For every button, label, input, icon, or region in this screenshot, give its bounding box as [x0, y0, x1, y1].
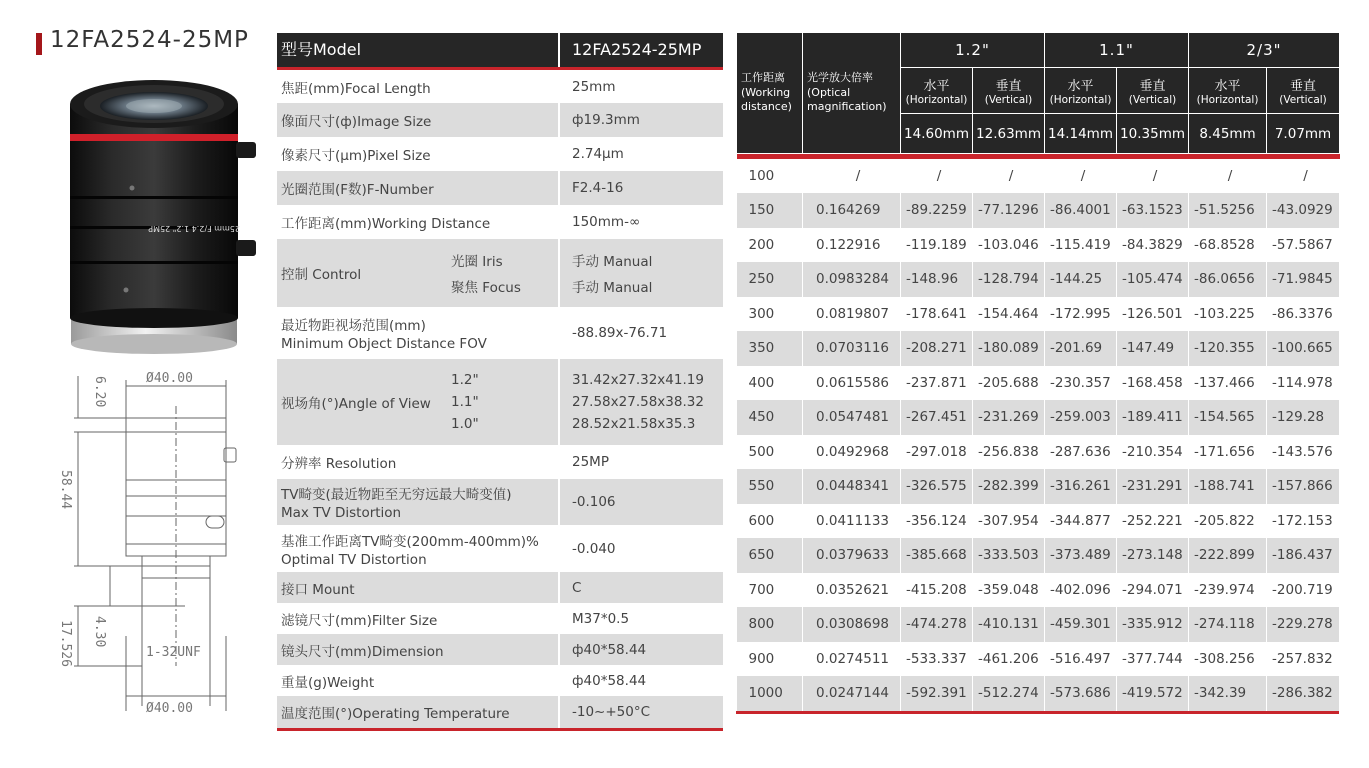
- fov-cell: -148.96: [901, 262, 973, 297]
- table-row: [737, 400, 1340, 435]
- spec-value: -0.106: [572, 494, 616, 510]
- spec-value: [560, 359, 723, 445]
- distance-cell: 800: [737, 607, 803, 642]
- fov-cell: /: [1189, 159, 1267, 194]
- magnification-cell: 0.0819807: [803, 297, 901, 332]
- spec-header-value: 12FA2524-25MP: [572, 40, 702, 59]
- dim-620: 6.20: [92, 376, 107, 408]
- fov-cell: /: [973, 159, 1045, 194]
- spec-row-control: [277, 239, 723, 307]
- vertical-header: [1267, 68, 1340, 114]
- format-header: 1.1": [1045, 33, 1189, 68]
- fov-cell: -377.744: [1117, 642, 1189, 677]
- spec-label: [277, 525, 560, 572]
- col-header-distance: 工作距离 (Working distance): [737, 33, 803, 154]
- spec-value: 25mm: [572, 78, 616, 95]
- table-row: [737, 366, 1340, 401]
- dim-5844: 58.44: [58, 470, 73, 510]
- fov-cell: -57.5867: [1267, 228, 1340, 263]
- product-title: 12FA2524-25MP: [50, 27, 249, 53]
- distance-cell: 250: [737, 262, 803, 297]
- spec-value: -0.040: [572, 540, 616, 557]
- spec-row-image-size: [277, 103, 723, 137]
- spec-label: 像素尺寸(μm)Pixel Size: [277, 137, 560, 171]
- max-tv-label-cn: TV畸变(最近物距至无穷远最大畸变值): [281, 487, 512, 503]
- horizontal-label-cn: 水平: [1067, 79, 1094, 94]
- fov-cell: -252.221: [1117, 504, 1189, 539]
- fov-cell: -461.206: [973, 642, 1045, 677]
- fov-cell: -172.153: [1267, 504, 1340, 539]
- focus-label: 聚焦 Focus: [451, 280, 521, 296]
- distance-cell: 600: [737, 504, 803, 539]
- sensor-size-value: 14.60mm: [901, 114, 973, 154]
- vertical-label-cn: 垂直: [1139, 79, 1166, 94]
- fov-cell: -137.466: [1189, 366, 1267, 401]
- table-row: [737, 262, 1340, 297]
- spec-row-min-fov: [277, 307, 723, 359]
- data-bottom-accent: [736, 711, 1339, 714]
- sensor-size-value: 7.07mm: [1267, 114, 1340, 154]
- fov-cell: -200.719: [1267, 573, 1340, 608]
- magnification-cell: /: [803, 159, 901, 194]
- fov-cell: -415.208: [901, 573, 973, 608]
- distance-cell: 150: [737, 193, 803, 228]
- fov-cell: -326.575: [901, 469, 973, 504]
- fov-cell: -103.225: [1189, 297, 1267, 332]
- vertical-label-en: (Vertical): [984, 94, 1033, 106]
- spec-row-filter-size: [277, 603, 723, 634]
- fov-cell: -147.49: [1117, 331, 1189, 366]
- optimal-tv-label-en: Optimal TV Distortion: [281, 551, 427, 568]
- spec-row-temperature: [277, 696, 723, 728]
- fov-cell: -105.474: [1117, 262, 1189, 297]
- fov-cell: -373.489: [1045, 538, 1117, 573]
- magnification-cell: 0.0274511: [803, 642, 901, 677]
- fov-cell: -316.261: [1045, 469, 1117, 504]
- fov-cell: -71.9845: [1267, 262, 1340, 297]
- table-row: [737, 676, 1340, 711]
- fov-cell: -180.089: [973, 331, 1045, 366]
- fov-cell: -103.046: [973, 228, 1045, 263]
- fov-cell: -144.25: [1045, 262, 1117, 297]
- fov-cell: -230.357: [1045, 366, 1117, 401]
- fov-cell: /: [1045, 159, 1117, 194]
- fov-cell: -178.641: [901, 297, 973, 332]
- fov-cell: -154.565: [1189, 400, 1267, 435]
- spec-value: -88.89x-76.71: [572, 325, 668, 341]
- iris-value: 手动 Manual: [572, 254, 653, 270]
- sensor-size-value: 12.63mm: [973, 114, 1045, 154]
- dim-430: 4.30: [92, 616, 107, 648]
- distance-cell: 550: [737, 469, 803, 504]
- col-header-magnification: 光学放大倍率 (Optical magnification): [803, 33, 901, 154]
- spec-row-angle-of-view: [277, 359, 723, 445]
- spec-value: 150mm-∞: [572, 214, 641, 230]
- fov-cell: -231.269: [973, 400, 1045, 435]
- magnification-cell: 0.164269: [803, 193, 901, 228]
- dim-top-diameter: Ø40.00: [146, 371, 193, 386]
- fov-cell: -573.686: [1045, 676, 1117, 711]
- fov-data-body: [737, 159, 1340, 711]
- magnification-cell: 0.0492968: [803, 435, 901, 470]
- fov-cell: -210.354: [1117, 435, 1189, 470]
- aov-format: 1.1": [451, 394, 479, 410]
- magnification-cell: 0.0247144: [803, 676, 901, 711]
- fov-cell: -186.437: [1267, 538, 1340, 573]
- table-row: [737, 469, 1340, 504]
- fov-cell: -459.301: [1045, 607, 1117, 642]
- vertical-header: [1117, 68, 1189, 114]
- fov-cell: -287.636: [1045, 435, 1117, 470]
- fov-cell: -307.954: [973, 504, 1045, 539]
- horizontal-label-cn: 水平: [1214, 79, 1241, 94]
- spec-label: [277, 479, 560, 525]
- spec-value: 25MP: [572, 454, 609, 470]
- sensor-size-value: 10.35mm: [1117, 114, 1189, 154]
- spec-header: [277, 33, 723, 67]
- aov-format: 1.0": [451, 416, 479, 432]
- spec-label: 分辨率 Resolution: [277, 445, 560, 479]
- fov-cell: -356.124: [901, 504, 973, 539]
- fov-cell: -77.1296: [973, 193, 1045, 228]
- fov-cell: -126.501: [1117, 297, 1189, 332]
- distance-cell: 300: [737, 297, 803, 332]
- spec-label: 光圈范围(F数)F-Number: [277, 171, 560, 205]
- format-header: 2/3": [1189, 33, 1340, 68]
- distance-cell: 400: [737, 366, 803, 401]
- table-row: [737, 642, 1340, 677]
- fov-cell: -189.411: [1117, 400, 1189, 435]
- spec-value: -10~+50°C: [572, 704, 651, 720]
- spec-row-weight: [277, 665, 723, 696]
- focus-value: 手动 Manual: [572, 280, 653, 296]
- horizontal-label-en: (Horizontal): [1049, 94, 1112, 106]
- spec-row-resolution: [277, 445, 723, 479]
- spec-row-f-number: [277, 171, 723, 205]
- optimal-tv-label-cn: 基准工作距离TV畸变(200mm-400mm)%: [281, 533, 539, 550]
- fov-cell: -294.071: [1117, 573, 1189, 608]
- fov-cell: -256.838: [973, 435, 1045, 470]
- fov-cell: -592.391: [901, 676, 973, 711]
- spec-value: [560, 239, 723, 307]
- fov-cell: -171.656: [1189, 435, 1267, 470]
- magnification-cell: 0.0411133: [803, 504, 901, 539]
- spec-row-optimal-tv: [277, 525, 723, 572]
- fov-cell: /: [901, 159, 973, 194]
- distance-cell: 700: [737, 573, 803, 608]
- dim-17526: 17.526: [58, 620, 73, 667]
- fov-cell: -231.291: [1117, 469, 1189, 504]
- fov-cell: -128.794: [973, 262, 1045, 297]
- max-tv-label-en: Max TV Distortion: [281, 505, 402, 521]
- spec-header-label: 型号Model: [277, 33, 560, 67]
- spec-label: 像面尺寸(ф)Image Size: [277, 103, 560, 137]
- fov-cell: -274.118: [1189, 607, 1267, 642]
- fov-cell: /: [1117, 159, 1189, 194]
- spec-label: [277, 239, 560, 307]
- fov-cell: -172.995: [1045, 297, 1117, 332]
- fov-cell: -86.3376: [1267, 297, 1340, 332]
- fov-cell: -342.39: [1189, 676, 1267, 711]
- fov-cell: -344.877: [1045, 504, 1117, 539]
- table-row: [737, 193, 1340, 228]
- fov-cell: -168.458: [1117, 366, 1189, 401]
- fov-cell: -120.355: [1189, 331, 1267, 366]
- spec-label: 温度范围(°)Operating Temperature: [277, 696, 560, 728]
- sensor-size-value: 8.45mm: [1189, 114, 1267, 154]
- spec-table: [277, 33, 723, 731]
- table-row: [737, 538, 1340, 573]
- fov-cell: -86.0656: [1189, 262, 1267, 297]
- fov-cell: -114.978: [1267, 366, 1340, 401]
- spec-row-pixel-size: [277, 137, 723, 171]
- spec-value: 2.74μm: [572, 146, 624, 162]
- iris-label: 光圈 Iris: [451, 254, 503, 270]
- vertical-label-cn: 垂直: [1290, 79, 1317, 94]
- fov-cell: -419.572: [1117, 676, 1189, 711]
- table-row: [737, 573, 1340, 608]
- distance-cell: 1000: [737, 676, 803, 711]
- fov-cell: -154.464: [973, 297, 1045, 332]
- fov-cell: -516.497: [1045, 642, 1117, 677]
- fov-cell: -239.974: [1189, 573, 1267, 608]
- dim-bottom-diameter: Ø40.00: [146, 701, 193, 716]
- fov-cell: -86.4001: [1045, 193, 1117, 228]
- horizontal-header: [901, 68, 973, 114]
- horizontal-header: [1045, 68, 1117, 114]
- lens-photo: [60, 76, 260, 360]
- magnification-cell: 0.122916: [803, 228, 901, 263]
- fov-cell: -259.003: [1045, 400, 1117, 435]
- horizontal-header: [1189, 68, 1267, 114]
- fov-cell: -89.2259: [901, 193, 973, 228]
- horizontal-label-en: (Horizontal): [1196, 94, 1259, 106]
- spec-row-mount: [277, 572, 723, 603]
- spec-label: 重量(g)Weight: [277, 665, 560, 696]
- fov-cell: -43.0929: [1267, 193, 1340, 228]
- table-row: [737, 331, 1340, 366]
- magnification-cell: 0.0448341: [803, 469, 901, 504]
- distance-cell: 500: [737, 435, 803, 470]
- spec-row-max-tv: [277, 479, 723, 525]
- distance-cell: 100: [737, 159, 803, 194]
- sensor-size-value: 14.14mm: [1045, 114, 1117, 154]
- title-accent-bar: [36, 33, 42, 55]
- aov-value: 27.58x27.58x38.32: [572, 394, 704, 410]
- fov-cell: -402.096: [1045, 573, 1117, 608]
- fov-cell: -205.688: [973, 366, 1045, 401]
- vertical-header: [973, 68, 1045, 114]
- fov-cell: -308.256: [1189, 642, 1267, 677]
- fov-cell: -129.28: [1267, 400, 1340, 435]
- min-fov-label-cn: 最近物距视场范围(mm): [281, 318, 426, 334]
- spec-label: [277, 307, 560, 359]
- spec-label: 工作距离(mm)Working Distance: [277, 205, 560, 239]
- fov-cell: -385.668: [901, 538, 973, 573]
- fov-cell: -205.822: [1189, 504, 1267, 539]
- fov-cell: -143.576: [1267, 435, 1340, 470]
- spec-row-focal-length: [277, 70, 723, 103]
- aov-label: 视场角(°)Angle of View: [281, 396, 431, 412]
- fov-cell: -267.451: [901, 400, 973, 435]
- table-row: [737, 159, 1340, 194]
- fov-cell: -237.871: [901, 366, 973, 401]
- fov-cell: -229.278: [1267, 607, 1340, 642]
- fov-cell: -115.419: [1045, 228, 1117, 263]
- fov-cell: -533.337: [901, 642, 973, 677]
- fov-cell: /: [1267, 159, 1340, 194]
- magnification-cell: 0.0379633: [803, 538, 901, 573]
- horizontal-label-en: (Horizontal): [905, 94, 968, 106]
- table-row: [737, 228, 1340, 263]
- magnification-cell: 0.0703116: [803, 331, 901, 366]
- lens-technical-drawing: [50, 366, 260, 718]
- spec-label: 接口 Mount: [277, 572, 560, 603]
- distance-cell: 650: [737, 538, 803, 573]
- fov-cell: -512.274: [973, 676, 1045, 711]
- fov-cell: -188.741: [1189, 469, 1267, 504]
- distance-cell: 350: [737, 331, 803, 366]
- horizontal-label-cn: 水平: [923, 79, 950, 94]
- lens-engraving: 25mm F/2.4 1.2" 25MP: [148, 224, 240, 233]
- vertical-label-cn: 垂直: [995, 79, 1022, 94]
- fov-cell: -297.018: [901, 435, 973, 470]
- spec-value: C: [572, 579, 582, 596]
- aov-value: 31.42x27.32x41.19: [572, 372, 704, 388]
- spec-value: ф19.3mm: [572, 112, 640, 128]
- fov-data-table: [736, 32, 1339, 714]
- spec-value: ф40*58.44: [572, 672, 647, 689]
- aov-format: 1.2": [451, 372, 479, 388]
- spec-bottom-accent: [277, 728, 723, 731]
- spec-label: [277, 359, 560, 445]
- vertical-label-en: (Vertical): [1128, 94, 1177, 106]
- fov-cell: -410.131: [973, 607, 1045, 642]
- magnification-cell: 0.0615586: [803, 366, 901, 401]
- magnification-cell: 0.0352621: [803, 573, 901, 608]
- fov-cell: -100.665: [1267, 331, 1340, 366]
- table-row: [737, 297, 1340, 332]
- spec-label: 滤镜尺寸(mm)Filter Size: [277, 603, 560, 634]
- distance-cell: 900: [737, 642, 803, 677]
- min-fov-label-en: Minimum Object Distance FOV: [281, 336, 487, 352]
- distance-cell: 200: [737, 228, 803, 263]
- table-row: [737, 435, 1340, 470]
- fov-cell: -359.048: [973, 573, 1045, 608]
- magnification-cell: 0.0308698: [803, 607, 901, 642]
- spec-value: F2.4-16: [572, 180, 624, 196]
- fov-cell: -282.399: [973, 469, 1045, 504]
- dim-thread: 1-32UNF: [146, 645, 201, 660]
- fov-cell: -201.69: [1045, 331, 1117, 366]
- fov-cell: -333.503: [973, 538, 1045, 573]
- spec-value: ф40*58.44: [572, 641, 647, 658]
- fov-cell: -208.271: [901, 331, 973, 366]
- spec-row-working-distance: [277, 205, 723, 239]
- format-header: 1.2": [901, 33, 1045, 68]
- magnification-cell: 0.0983284: [803, 262, 901, 297]
- fov-cell: -119.189: [901, 228, 973, 263]
- fov-cell: -68.8528: [1189, 228, 1267, 263]
- aov-value: 28.52x21.58x35.3: [572, 416, 696, 432]
- table-row: [737, 607, 1340, 642]
- magnification-cell: 0.0547481: [803, 400, 901, 435]
- fov-cell: -51.5256: [1189, 193, 1267, 228]
- fov-cell: -257.832: [1267, 642, 1340, 677]
- fov-cell: -273.148: [1117, 538, 1189, 573]
- distance-cell: 450: [737, 400, 803, 435]
- fov-cell: -335.912: [1117, 607, 1189, 642]
- vertical-label-en: (Vertical): [1279, 94, 1327, 106]
- spec-value: M37*0.5: [572, 610, 630, 627]
- spec-label: 镜头尺寸(mm)Dimension: [277, 634, 560, 665]
- table-row: [737, 504, 1340, 539]
- spec-row-dimension: [277, 634, 723, 665]
- fov-cell: -84.3829: [1117, 228, 1189, 263]
- fov-cell: -474.278: [901, 607, 973, 642]
- fov-cell: -286.382: [1267, 676, 1340, 711]
- fov-cell: -222.899: [1189, 538, 1267, 573]
- spec-label: 焦距(mm)Focal Length: [277, 70, 560, 103]
- fov-cell: -63.1523: [1117, 193, 1189, 228]
- control-label: 控制 Control: [281, 267, 362, 283]
- fov-cell: -157.866: [1267, 469, 1340, 504]
